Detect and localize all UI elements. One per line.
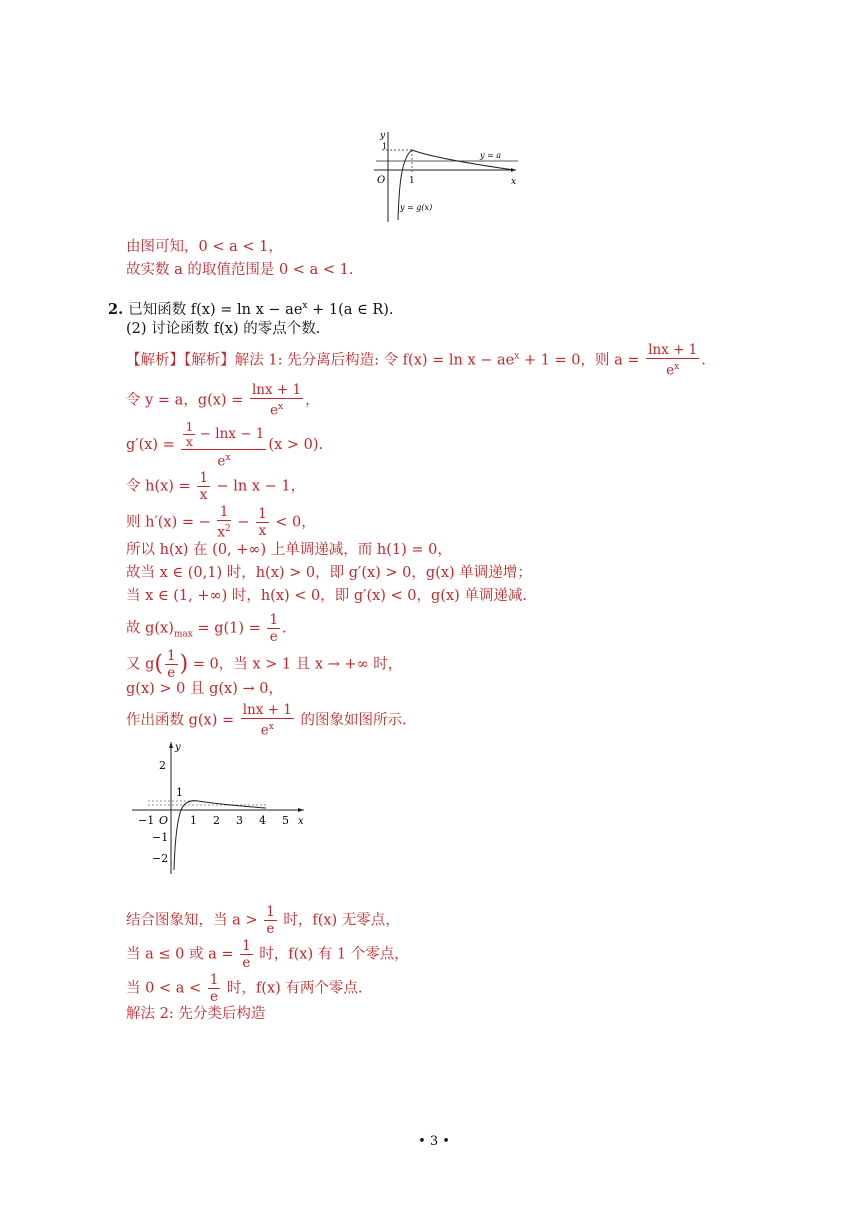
conclusion-line-2: 当 a ≤ 0 或 a = $\frac{1}{e}$ 时，f(x) 有 1 个零点， bbox=[126, 938, 409, 971]
solution-method-2: 解法 2: 先分类后构造 bbox=[126, 1006, 266, 1022]
solution-line-10: 又 g( $\frac{1}{e}$ ) = 0，当 x > 1 且 x → +∞ 时， bbox=[126, 648, 403, 681]
solution-line-2: 令 y = a，g(x) = $\frac{\ln x + 1}{e^x}$ ， bbox=[126, 382, 320, 419]
solution-line-1: 【解析】【解析】解法 1: 先分离后构造: 令 $f(x) = \ln x - ae^x + 1 = 0$，则 a = $\frac{\ln x + 1}{e^x}$ . bbox=[126, 342, 706, 379]
graph2-x-tick-2: 2 bbox=[213, 814, 220, 827]
graph1-x-label: x bbox=[511, 177, 517, 187]
graph2-x-tick-3: 3 bbox=[236, 814, 243, 827]
graph2-x-label: x bbox=[298, 816, 304, 827]
graph2-x-tick-4: 4 bbox=[259, 814, 266, 827]
solution-line-4: 令 h(x) = $\frac{1}{x}$ − ln x − 1， bbox=[126, 470, 306, 503]
conclusion-line-3: 当 0 < a < $\frac{1}{e}$ 时，f(x) 有两个零点. bbox=[126, 972, 363, 1005]
graph2-y-tick-neg2: −2 bbox=[152, 852, 169, 865]
graph-y-equals-a-and-g bbox=[368, 128, 528, 224]
graph2-x-tick-5: 5 bbox=[282, 814, 289, 827]
solution-line-6: 所以 h(x) 在 (0, +∞) 上单调递减，而 h(1) = 0， bbox=[126, 542, 452, 558]
solution-line-7: 故当 x ∈ (0,1) 时，h(x) > 0，即 g′(x) > 0，g(x) 单调递增； bbox=[126, 565, 532, 581]
graph2-y-label: y bbox=[175, 742, 181, 753]
solution-line-5: 则 h′(x) = − $\frac{1}{x^2}$ − $\frac{1}{x}$ < 0， bbox=[126, 504, 316, 541]
line-conclusion-2: 故实数 a 的取值范围是 0 < a < 1. bbox=[126, 262, 354, 278]
solution-line-8: 当 x ∈ (1, +∞) 时，h(x) < 0，即 g′(x) < 0，g(x) 单调递减. bbox=[126, 588, 528, 604]
line-conclusion-1: 由图可知，0 < a < 1， bbox=[126, 239, 283, 255]
solution-line-11: g(x) > 0 且 g(x) → 0， bbox=[126, 681, 283, 697]
solution-line-9: 故 $g(x)_{max} = g(1)$ = $\frac{1}{e}$ . bbox=[126, 612, 287, 645]
graph1-one-label: 1 bbox=[382, 142, 388, 151]
question-part-2: (2) 讨论函数 f(x) 的零点个数. bbox=[126, 321, 321, 337]
solution-line-12: 作出函数 g(x) = $\frac{\ln x + 1}{e^x}$ 的图象如图所示. bbox=[126, 702, 407, 739]
graph1-origin: O bbox=[377, 175, 386, 186]
conclusion-line-1: 结合图象知，当 a > $\frac{1}{e}$ 时，f(x) 无零点， bbox=[126, 904, 400, 937]
graph1-x-tick-1: 1 bbox=[409, 176, 415, 186]
solution-line-3: g′(x) = $\frac{1}{x}$ − lnx − 1 $e^x$ (x > 0). bbox=[126, 419, 324, 470]
graph2-origin: O bbox=[159, 814, 169, 827]
graph-g-of-x bbox=[128, 738, 318, 878]
graph2-y-tick-1: 1 bbox=[176, 786, 183, 799]
page-number: • 3 • bbox=[418, 1134, 450, 1149]
question-text: 已知函数 $f(x) = \ln x - ae^x + 1(a$ ∈ R). bbox=[128, 301, 394, 318]
graph1-label-g: y = g(x) bbox=[400, 203, 433, 212]
graph2-x-tick-neg1: −1 bbox=[138, 814, 155, 827]
graph1-y-label: y bbox=[380, 131, 386, 141]
question-2 bbox=[108, 296, 394, 320]
graph1-label-a: y = a bbox=[480, 151, 502, 160]
solution-tag: 【解析】【解析】 bbox=[126, 352, 235, 369]
question-number: 2. bbox=[108, 300, 124, 318]
graph2-y-tick-neg1: −1 bbox=[152, 831, 169, 844]
graph2-y-tick-2: 2 bbox=[159, 759, 166, 772]
graph2-x-tick-1: 1 bbox=[190, 814, 197, 827]
